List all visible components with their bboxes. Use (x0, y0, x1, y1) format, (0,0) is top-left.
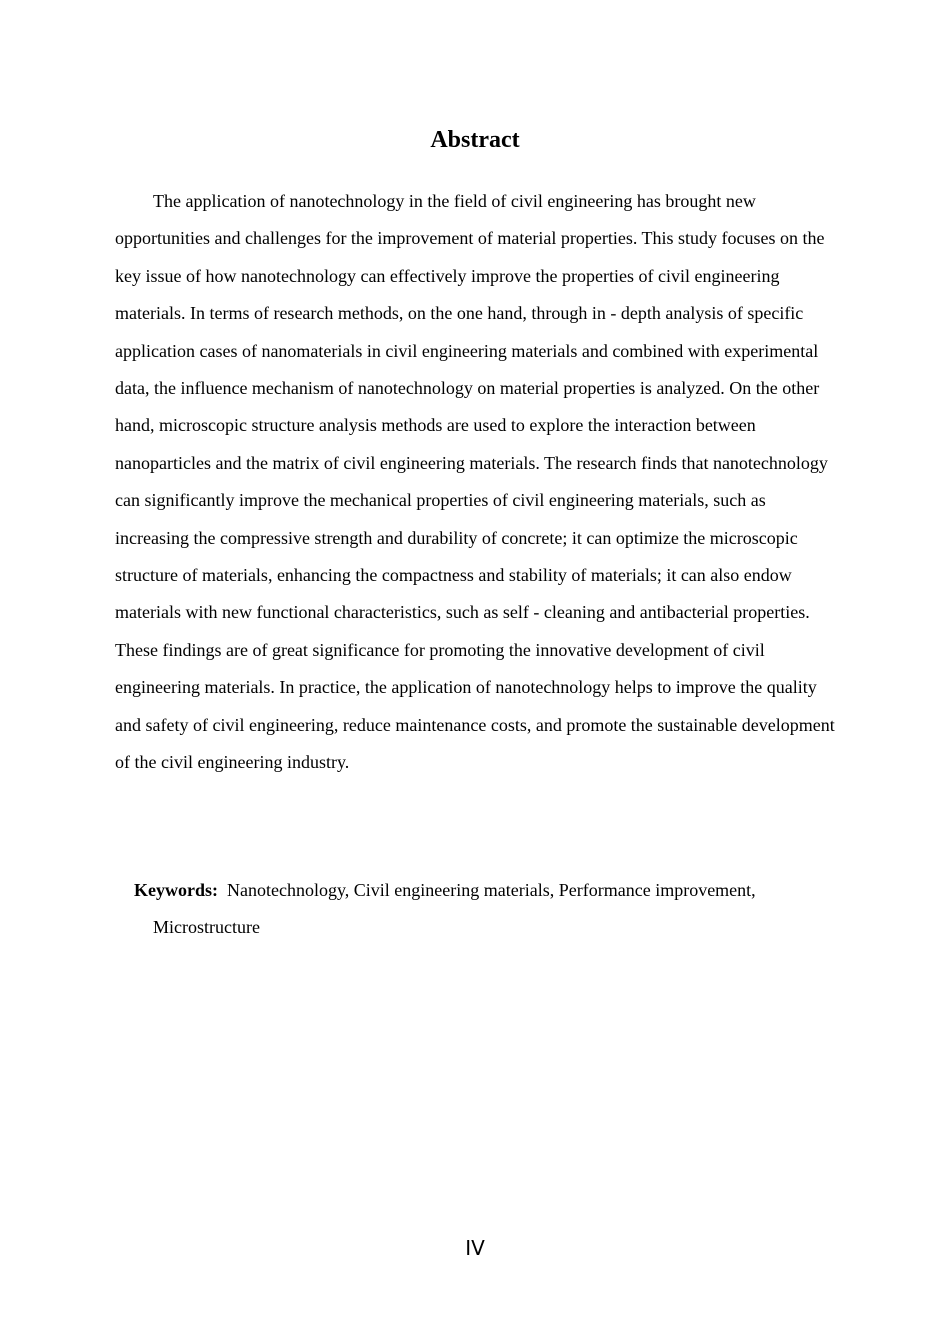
keywords-line-1 (134, 872, 834, 909)
abstract-body: The application of nanotechnology in the field of civil engineering has brought new opportunities and challenges for the improvement of material properties. This study focuses on the key issue of how nanotechnology can effectively improve the properties of civil engineering materials. In terms of research methods, on the one hand, through in - depth analysis of specific application cases of nanomaterials in civil engineering materials and combined with experimental data, the influence mechanism of nanotechnology on material properties is analyzed. On the other hand, microscopic structure analysis methods are used to explore the interaction between nanoparticles and the matrix of civil engineering materials. The research finds that nanotechnology can significantly improve the mechanical properties of civil engineering materials, such as increasing the compressive strength and durability of concrete; it can optimize the microscopic structure of materials, enhancing the compactness and stability of materials; it can also endow materials with new functional characteristics, such as self - cleaning and antibacterial properties. These findings are of great significance for promoting the innovative development of civil engineering materials. In practice, the application of nanotechnology helps to improve the quality and safety of civil engineering, reduce maintenance costs, and promote the sustainable development of the civil engineering industry. (115, 191, 835, 773)
keywords-line-2: Microstructure (153, 917, 260, 938)
abstract-title: Abstract (430, 127, 520, 153)
page-number: IV (465, 1236, 485, 1260)
keywords-section (134, 872, 834, 947)
keywords-label: Keywords: (134, 880, 218, 900)
keywords-list-1: Nanotechnology, Civil engineering materials, Performance improvement, (227, 880, 756, 900)
